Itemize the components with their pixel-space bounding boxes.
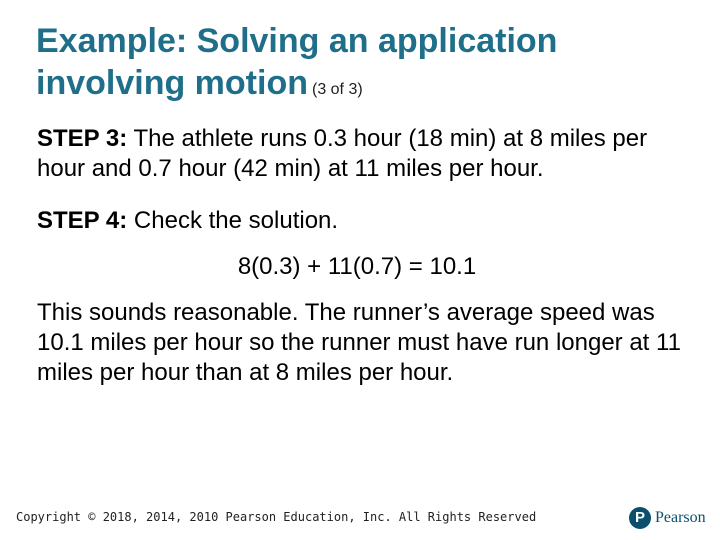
pearson-logo — [629, 506, 706, 530]
title-line-1: Example: Solving an application — [36, 22, 558, 60]
step-4-label: STEP 4: — [37, 207, 128, 234]
step-4-text: Check the solution. — [127, 207, 339, 234]
pearson-logo-icon: P — [629, 507, 651, 529]
check-equation: 8(0.3) + 11(0.7) = 10.1 — [237, 253, 477, 280]
step-3-text: The athlete runs 0.3 hour (18 min) at 8 miles per hour and 0.7 hour (42 min) at 11 miles per hour. — [37, 125, 648, 182]
step-3-label: STEP 3: — [37, 125, 128, 152]
step-4-paragraph — [37, 206, 687, 236]
slide-title — [36, 20, 676, 111]
title-part-indicator: (3 of 3) — [311, 81, 363, 98]
title-line-2: involving motion — [36, 64, 308, 102]
slide-body — [37, 124, 687, 410]
copyright-footer: Copyright © 2018, 2014, 2010 Pearson Education, Inc. All Rights Reserved — [16, 510, 537, 524]
pearson-logo-text: Pearson — [655, 509, 706, 526]
step-3-paragraph — [37, 124, 687, 184]
conclusion-paragraph: This sounds reasonable. The runner’s average speed was 10.1 miles per hour so the runner must have run longer at 11 miles per hour than at 8 miles per hour. — [37, 299, 681, 386]
